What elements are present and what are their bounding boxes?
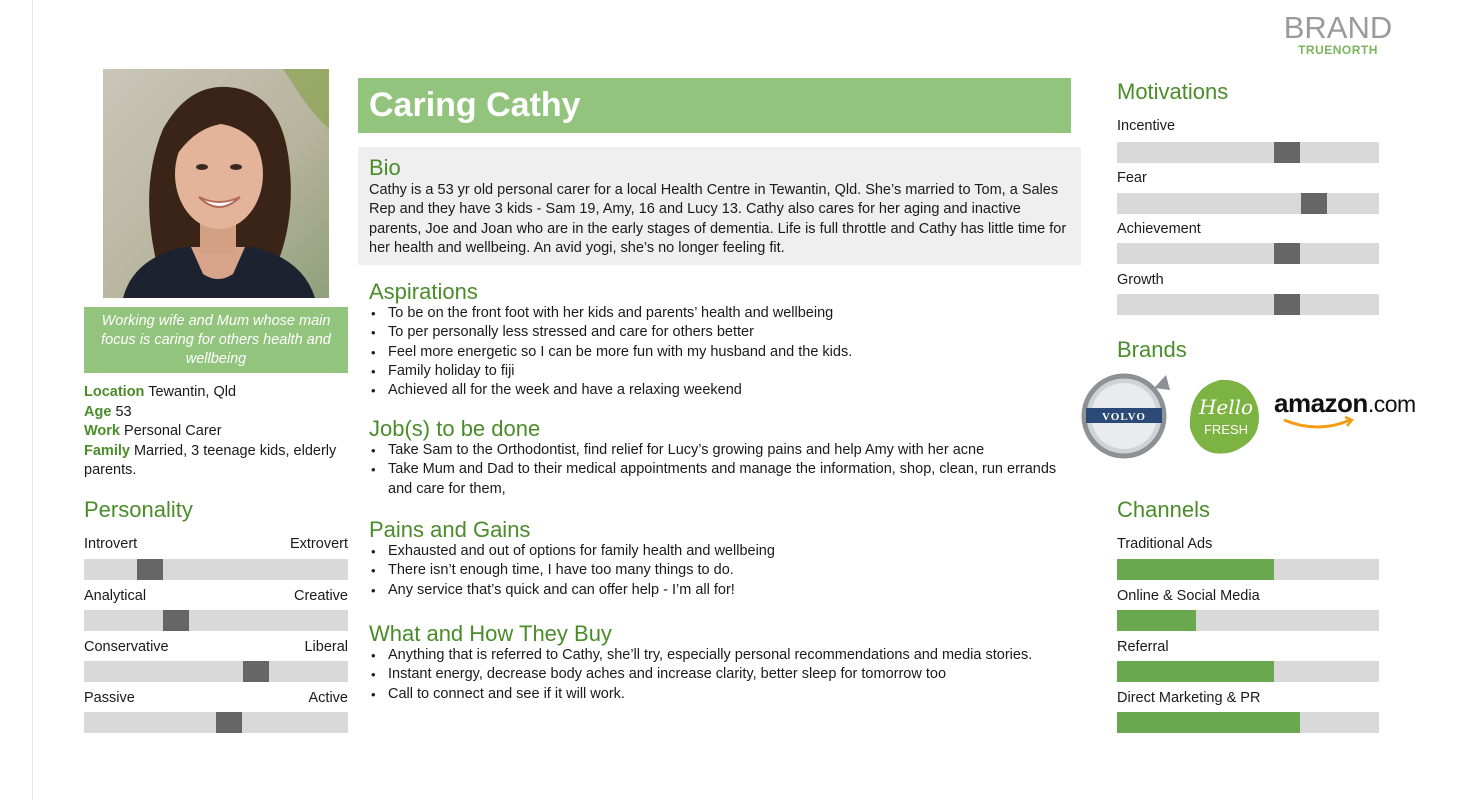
channel-label: Direct Marketing & PR — [1117, 690, 1261, 706]
amazon-logo — [1274, 388, 1416, 427]
brand-truenorth-logo — [1268, 12, 1408, 56]
channel-bar-referral — [1117, 661, 1379, 682]
list-item: • Instant energy, decrease body aches and increase clarity, better sleep for tomorrow too — [388, 665, 1069, 684]
motivation-slider-achievement — [1117, 243, 1379, 264]
slider-knob — [137, 559, 163, 580]
bio-title: Bio — [369, 155, 401, 180]
channel-bar-direct-marketing — [1117, 712, 1379, 733]
list-item: • To be on the front foot with her kids and parents’ health and wellbeing — [388, 304, 1069, 323]
personality-slider-passive-active — [84, 712, 348, 733]
channel-label: Traditional Ads — [1117, 536, 1213, 552]
bio-section — [358, 147, 1081, 265]
brand-logos — [1080, 370, 1440, 465]
list-item: • Take Mum and Dad to their medical appointments and manage the information, shop, clean, run errands and care for them, — [388, 460, 1069, 499]
list-item: • Exhausted and out of options for family health and wellbeing — [388, 542, 1069, 561]
jobs-list — [369, 441, 1069, 499]
channel-label: Referral — [1117, 639, 1169, 655]
list-item: • Any service that’s quick and can offer help - I’m all for! — [388, 581, 1069, 600]
jobs-title: Job(s) to be done — [369, 416, 541, 441]
channel-bar-fill — [1117, 712, 1300, 733]
slider-knob — [216, 712, 242, 733]
logo-subtitle: TRUENORTH — [1298, 43, 1378, 57]
brands-title: Brands — [1117, 337, 1187, 362]
slider-knob — [243, 661, 269, 682]
list-item: • Achieved all for the week and have a relaxing weekend — [388, 381, 1069, 400]
list-item: • Anything that is referred to Cathy, she’ll try, especially personal recommendations and media stories. — [388, 646, 1069, 665]
buying-title: What and How They Buy — [369, 621, 612, 646]
fact-family: Family Married, 3 teenage kids, elderly parents. — [84, 442, 337, 478]
persona-tagline: Working wife and Mum whose main focus is caring for others health and wellbeing — [84, 307, 348, 373]
motivation-label: Incentive — [1117, 118, 1176, 134]
personality-slider-analytical-creative — [84, 610, 348, 631]
personality-right-label: Creative — [294, 588, 348, 604]
motivation-label: Growth — [1117, 272, 1164, 288]
page-border — [32, 0, 33, 800]
channel-bar-traditional-ads — [1117, 559, 1379, 580]
list-item: • There isn’t enough time, I have too many things to do. — [388, 561, 1069, 580]
persona-name: Caring Cathy — [369, 86, 581, 124]
list-item: • To per personally less stressed and care for others better — [388, 323, 1069, 342]
channel-label: Online & Social Media — [1117, 588, 1260, 604]
svg-text:VOLVO: VOLVO — [1102, 411, 1146, 423]
list-item: • Take Sam to the Orthodontist, find relief for Lucy’s growing pains and help Amy with her acne — [388, 441, 1069, 460]
pains-gains-section — [369, 518, 1069, 600]
svg-text:amazon.com: amazon.com — [1274, 388, 1416, 418]
personality-slider-conservative-liberal — [84, 661, 348, 682]
slider-knob — [1301, 193, 1327, 214]
list-item: • Call to connect and see if it will work. — [388, 685, 1069, 704]
persona-facts — [84, 383, 348, 481]
persona-photo — [103, 69, 329, 298]
svg-text:FRESH: FRESH — [1203, 422, 1249, 437]
motivation-slider-incentive — [1117, 142, 1379, 163]
motivation-slider-fear — [1117, 193, 1379, 214]
channel-bar-fill — [1117, 610, 1196, 631]
slider-knob — [163, 610, 189, 631]
svg-text:Hello: Hello — [1198, 395, 1254, 419]
fact-location: Location Tewantin, Qld — [84, 384, 237, 400]
pains-gains-title: Pains and Gains — [369, 517, 531, 542]
bio-text: Cathy is a 53 yr old personal carer for a local Health Centre in Tewantin, Qld. She’s married to Tom, a Sales Rep and they have 3 kids - Sam 19, Amy, 16 and Lucy 13. Cathy also cares for her aging and inactive parents, Joe and Joan who are in the early stages of dementia. Life is full throttle and Cathy has little time for her health and wellbeing. An avid yogi, she’s no longer feeling fit. — [369, 182, 1067, 256]
jobs-section — [369, 417, 1069, 499]
motivation-label: Achievement — [1117, 221, 1201, 237]
slider-knob — [1274, 243, 1300, 264]
personality-right-label: Liberal — [304, 639, 348, 655]
list-item: • Family holiday to fiji — [388, 362, 1069, 381]
aspirations-list — [369, 304, 1069, 400]
channels-title: Channels — [1117, 497, 1210, 522]
motivation-label: Fear — [1117, 170, 1147, 186]
pains-gains-list — [369, 542, 1069, 600]
personality-left-label: Introvert — [84, 536, 138, 552]
motivations-title: Motivations — [1117, 79, 1229, 104]
personality-slider-introvert-extrovert — [84, 559, 348, 580]
fact-age: Age 53 — [84, 403, 132, 420]
personality-title: Personality — [84, 497, 193, 522]
list-item: • Feel more energetic so I can be more fun with my husband and the kids. — [388, 343, 1069, 362]
slider-knob — [1274, 294, 1300, 315]
personality-left-label: Analytical — [84, 588, 147, 604]
buying-list — [369, 646, 1069, 704]
personality-left-label: Conservative — [84, 639, 169, 655]
slider-knob — [1274, 142, 1300, 163]
personality-right-label: Active — [308, 690, 348, 706]
hellofresh-logo — [1190, 380, 1259, 454]
persona-title-bar — [358, 78, 1071, 133]
volvo-logo — [1084, 375, 1170, 456]
aspirations-section — [369, 280, 1069, 400]
channel-bar-fill — [1117, 661, 1274, 682]
personality-right-label: Extrovert — [289, 536, 348, 552]
motivation-slider-growth — [1117, 294, 1379, 315]
channel-bar-online-social — [1117, 610, 1379, 631]
channel-bar-fill — [1117, 559, 1274, 580]
buying-section — [369, 622, 1069, 704]
logo-wordmark: BRAND — [1283, 10, 1393, 45]
fact-work: Work Personal Carer — [84, 423, 222, 439]
personality-left-label: Passive — [84, 690, 135, 706]
aspirations-title: Aspirations — [369, 279, 478, 304]
